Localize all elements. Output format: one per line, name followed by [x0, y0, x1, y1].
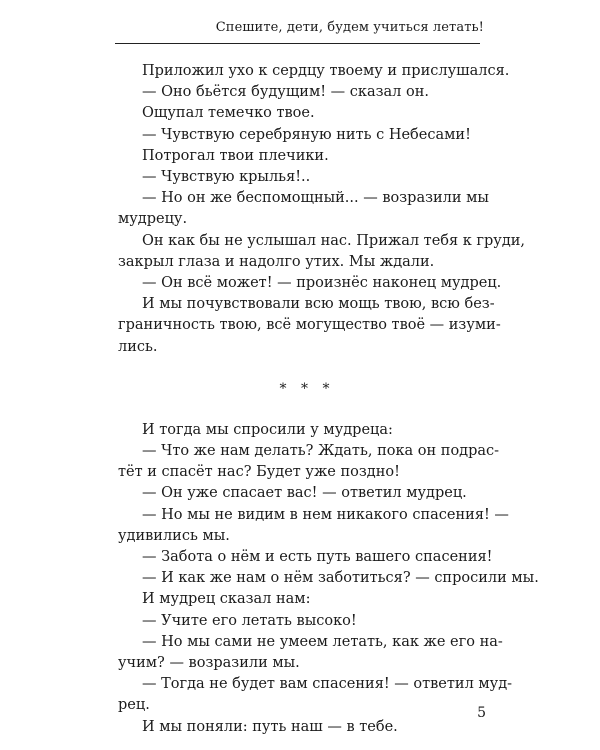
text-line: — Он уже спасает вас! — ответил мудрец.	[142, 485, 467, 502]
running-head: Спешите, дети, будем учиться летать!	[215, 20, 484, 35]
text-line: — Оно бьётся будущим! — сказал он.	[142, 84, 429, 101]
paragraph	[118, 441, 500, 483]
paragraph	[118, 294, 501, 358]
text-line: мудрецу.	[118, 211, 188, 228]
paragraph	[118, 505, 509, 547]
paragraph	[118, 420, 486, 441]
paragraph	[118, 632, 503, 674]
paragraph	[118, 483, 486, 504]
paragraph	[118, 568, 539, 589]
section-two	[118, 420, 539, 738]
text-line: И мы почувствовали всю мощь твою, всю без-	[142, 296, 495, 313]
paragraph	[118, 674, 513, 716]
paragraph	[118, 167, 486, 188]
paragraph	[118, 188, 489, 230]
top-spacer	[118, 52, 486, 61]
paragraph	[118, 611, 486, 632]
section-separator: * * *	[279, 380, 335, 397]
text-line: Приложил ухо к сердцу твоему и прислушался.	[142, 63, 510, 79]
paragraph	[118, 273, 502, 294]
text-line: — Но мы не видим в нем никакого спасения! —	[142, 506, 509, 523]
text-line: — Но мы сами не умеем летать, как же его на-	[142, 633, 503, 650]
text-line: И тогда мы спросили у мудреца:	[142, 421, 393, 438]
text-line: — Но он же беспомощный... — возразили мы	[142, 190, 489, 207]
text-line: — Что же нам делать? Ждать, пока он подрас-	[142, 443, 500, 460]
text-line: — Он всё может! — произнёс наконец мудрец.	[142, 275, 502, 292]
text-line: И мы поняли: путь наш — в тебе.	[142, 718, 398, 735]
text-line: — Учите его летать высоко!	[142, 612, 357, 629]
text-line: Потрогал твои плечики.	[142, 147, 329, 164]
text-line: — Тогда не будет вам спасения! — ответил муд-	[142, 676, 513, 693]
text-line: лись.	[118, 338, 158, 355]
paragraph	[118, 146, 486, 167]
text-line: граничность твою, всё могущество твоё — изуми-	[118, 317, 501, 334]
text-line: И мудрец сказал нам:	[142, 591, 311, 608]
text-line: рец.	[118, 697, 150, 714]
text-line: тёт и спасёт нас? Будет уже поздно!	[118, 464, 400, 481]
text-line: удивились мы.	[118, 527, 230, 544]
text-line: — Чувствую серебряную нить с Небесами!	[142, 126, 471, 143]
paragraph	[118, 82, 486, 103]
paragraph	[118, 103, 486, 124]
paragraph	[118, 231, 526, 273]
text-line: Ощупал темечко твое.	[142, 105, 315, 122]
paragraph	[118, 125, 486, 146]
text-line: — Чувствую крылья!..	[142, 169, 311, 186]
header-rule	[115, 43, 480, 44]
paragraph	[118, 61, 510, 82]
paragraph	[118, 589, 486, 610]
page-number: 5	[477, 705, 486, 721]
section-one	[118, 61, 526, 358]
text-line: — И как же нам о нём заботиться? — спросили мы.	[142, 570, 539, 587]
paragraph	[118, 717, 486, 738]
text-line: закрыл глаза и надолго утих. Мы ждали.	[118, 253, 435, 270]
paragraph	[118, 547, 493, 568]
text-line: учим? — возразили мы.	[118, 655, 300, 672]
page-body	[118, 52, 539, 738]
text-line: — Забота о нём и есть путь вашего спасения!	[142, 549, 493, 566]
text-line: Он как бы не услышал нас. Прижал тебя к груди,	[142, 232, 526, 249]
